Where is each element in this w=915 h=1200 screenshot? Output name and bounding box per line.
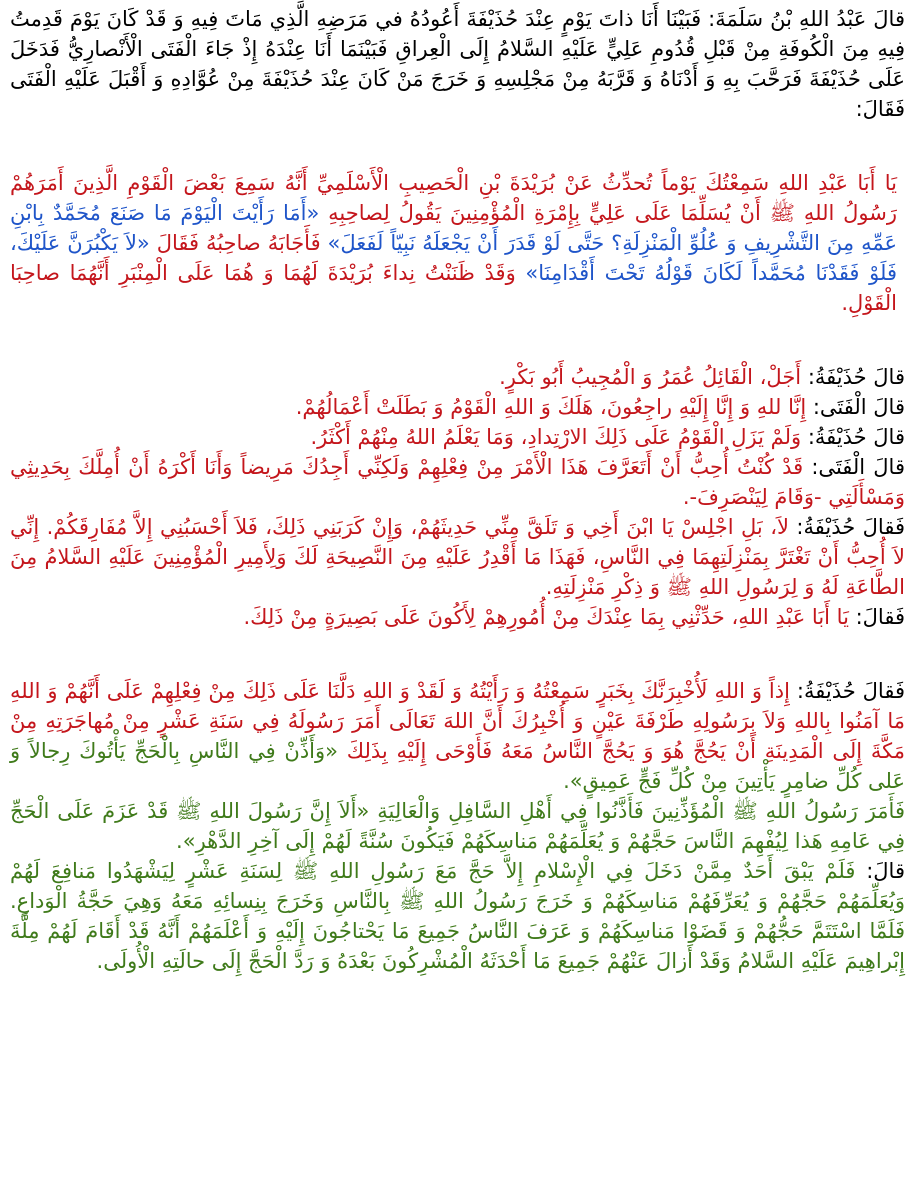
youth-speech-paragraph [10,168,905,318]
spacer [10,632,905,676]
dialogue-text: وَلَمْ يَزَلِ الْقَوْمُ عَلَى ذَلِكَ الارْتِدادِ، وَمَا يَعْلَمُ اللهُ مِنْهُمْ أَكْثَرُ. [310,425,808,449]
dialogue-text: قَدْ كُنْتُ أُحِبُّ أَنْ أَتَعَرَّفَ هَذَا الْأَمْرَ مِنْ فِعْلِهِمْ وَلَكِنِّي أَجِدُكَ مَرِيضاً وَأَنَا أَكْرَهُ أَنْ أُمِلَّكَ بِحَدِيثِي وَمَسْأَلَتِي -وَقَامَ لِيَنْصَرِفَ-. [10,455,905,509]
speaker-label: قالَ: [866,859,905,883]
quote-omar: «أَمَا رَأَيْتَ الْيَوْمَ مَا صَنَعَ مُحَمَّدٌ بِابْنِ عَمِّهِ مِنَ التَّشْرِيفِ وَ عُلُوِّ الْمَنْزِلَةِ؟ حَتَّى لَوْ قَدَرَ أَنْ يَجْعَلَهُ نَبِيّاً لَفَعَلَ» [10,201,898,255]
dialogue-text: يَا أَبَا عَبْدِ اللهِ، حَدِّثْنِي بِمَا عِنْدَكَ مِنْ أُمُورِهِمْ لِأَكُونَ عَلَى بَصِيرَةٍ مِنْ ذَلِكَ. [243,605,856,629]
spacer [10,124,905,168]
dialogue-line [10,362,905,392]
dialogue-line [10,392,905,422]
speaker-label: فَقالَ حُذَيْفَةُ: [796,515,905,539]
hudhayfa-narration-text: إِذاً وَ اللهِ لَأُخْبِرَنَّكَ بِخَبَرٍ سَمِعْتُهُ وَ رَأَيْتُهُ وَ لَقَدْ وَ اللهِ دَلَّنَا عَلَى ذَلِكَ مِنْ فِعْلِهِمْ عَلَى أَنَّهُمْ وَ اللهِ مَا آمَنُوا بِاللهِ وَلاَ بِرَسُولِهِ طَرْفَةَ عَيْنٍ وَ أُخْبِرُكَ أَنَّ اللهَ تَعَالَى أَمَرَ رَسُولَهُ فِي سَنَةِ عَشْرٍ مِنْ مُهاجَرَتِهِ مِنْ مَكَّةَ إِلَى الْمَدِينَةِ أَنْ يَحُجَّ هُوَ وَ يَحُجَّ النَّاسُ مَعَهُ فَأَوْحَى إِلَيْهِ بِذَلِكَ [10,679,905,763]
hadith-paragraph-1: فَأَمَرَ رَسُولُ اللهِ ﷺ الْمُؤَذِّنِينَ فَأَذَّنُوا فِي أَهْلِ السَّافِلِ وَالْعَالِيَةِ «أَلاَ إِنَّ رَسُولَ اللهِ ﷺ قَدْ عَزَمَ عَلَى الْحَجِّ فِي عَامِهِ هَذا لِيُفْهِمَ النَّاسَ حَجَّهُمْ وَ يُعَلِّمَهُمْ مَناسِكَهُمْ فَيَكُونَ سُنَّةً لَهُمْ إِلَى آخِرِ الدَّهْرِ». [10,799,905,853]
quote-abubakr: «لاَ يَكْبُرَنَّ عَلَيْكَ، فَلَوْ فَقَدْنَا مُحَمَّداً لَكَانَ قَوْلُهُ تَحْتَ أَقْدَامِنَا» [10,231,897,285]
dialogue-line [10,422,905,452]
dialogue-text: أَجَلْ، الْقَائِلُ عُمَرُ وَ الْمُجِيبُ أَبُو بَكْرٍ. [499,365,808,389]
youth-speech-part2: فَأَجَابَهُ صاحِبُهُ فَقَالَ [149,231,328,255]
speaker-label: قالَ الْفَتَى: [812,395,905,419]
quran-verse-quote: «وَأَذِّنْ فِي النَّاسِ بِالْحَجِّ يَأْتُوكَ رِجالاً وَ عَلى كُلِّ ضامِرٍ يَأْتِينَ مِنْ كُلِّ فَجٍّ عَمِيقٍ». [10,739,905,793]
speaker-label: قالَ حُذَيْفَةُ: [807,425,905,449]
hadith-paragraph-2 [10,856,905,976]
speaker-label: فَقالَ حُذَيْفَةُ: [796,679,905,703]
dialogue-line [10,452,905,512]
speaker-label: فَقالَ: [855,605,905,629]
dialogue-text: لاَ، بَلِ اجْلِسْ يَا ابْنَ أَخِي وَ تَلَقَّ مِنِّي حَدِيثَهُمْ، وَإِنْ كَرَبَنِي ذَلِكَ، فَلاَ أَحْسَبُنِي إِلاَّ مُفَارِقَكُمْ. إِنِّي لاَ أُحِبُّ أَنْ تَغْتَرَّ بِمَنْزِلَتِهِمَا فِي النَّاسِ، فَهَذَا مَا أَقْدِرُ عَلَيْهِ مِنَ النَّصِيحَةِ لَكَ وَلِأَمِيرِ الْمُؤْمِنِينَ عَلَيْهِ السَّلامُ مِنَ الطَّاعَةِ لَهُ وَ لِرَسُولِ اللهِ ﷺ وَ ذِكْرِ مَنْزِلَتِهِ. [10,515,905,599]
intro-paragraph: قالَ عَبْدُ اللهِ بْنُ سَلَمَةَ: فَبَيْنَا أَنَا ذاتَ يَوْمٍ عِنْدَ حُذَيْفَةَ أَعُودُهُ في مَرَضِهِ الَّذِي مَاتَ فِيهِ وَ قَدْ كَانَ يَوْمَ قَدِمتُ فِيهِ مِنَ الْكُوفَةِ مِنْ قَبْلِ قُدُومِ عَلِيٍّ عَلَيْهِ السَّلامُ إِلَى الْعِراقِ فَبَيْنَمَا أَنَا عِنْدَهُ إِذْ جَاءَ الْفَتَى الْأَنْصارِيُّ فَدَخَلَ عَلَى حُذَيْفَةَ فَرَحَّبَ بِهِ وَ أَدْنَاهُ وَ قَرَّبَهُ مِنْ مَجْلِسِهِ وَ خَرَجَ مَنْ كَانَ عِنْدَ حُذَيْفَةَ مِنْ عُوَّادِهِ وَ أَقْبَلَ عَلَيْهِ الْفَتَى فَقَالَ: [10,7,905,121]
dialogue-text: إِنَّا للهِ وَ إِنَّا إِلَيْهِ راجِعُونَ، هَلَكَ وَ اللهِ الْقَوْمُ وَ بَطَلَتْ أَعْمَالُهُمْ. [295,395,813,419]
speaker-label: قالَ حُذَيْفَةُ: [807,365,905,389]
hadith-paragraph-2-text: فَلَمْ يَبْقَ أَحَدٌ مِمَّنْ دَخَلَ فِي الْإِسْلامِ إِلاَّ حَجَّ مَعَ رَسُولِ اللهِ ﷺ لِسَنَةِ عَشْرٍ لِيَشْهَدُوا مَنافِعَ لَهُمْ وَيُعَلِّمَهُمْ حَجَّهُمْ وَ يُعَرِّفَهُمْ مَناسِكَهُمْ وَ خَرَجَ رَسُولُ اللهِ ﷺ بِالنَّاسِ وَخَرَجَ بِنِسائِهِ مَعَهُ وَهِيَ حَجَّةُ الْوَداعِ. فَلَمَّا اسْتَتَمَّ حَجُّهُمْ وَ قَضَوْا مَناسِكَهُمْ وَ عَرَفَ النَّاسُ جَمِيعَ مَا يَحْتاجُونَ إِلَيْهِ وَ أَعْلَمَهُمْ أَنَّهُ قَدْ أَقَامَ لَهُمْ مِلَّةَ إِبْراهِيمَ عَلَيْهِ السَّلامُ وَقَدْ أَزالَ عَنْهُمْ جَمِيعَ مَا أَحْدَثَهُ الْمُشْرِكُونَ بَعْدَهُ وَ رَدَّ الْحَجَّ إِلَى حالَتِهِ الْأُولَى. [10,859,905,973]
youth-speech-part1: يَا أَبَا عَبْدِ اللهِ سَمِعْتُكَ يَوْماً تُحدِّثُ عَنْ بُرَيْدَةَ بْنِ الْحَصِيبِ الْأَسْلَمِيِّ أَنَّهُ سَمِعَ بَعْضَ الْقَوْمِ الَّذِينَ أَمَرَهُمْ رَسُولُ اللهِ ﷺ أَنْ يُسَلِّمَا عَلَى عَلِيٍّ بِإِمْرَةِ الْمُؤْمِنِينَ يَقُولُ لِصاحِبِهِ [10,171,897,225]
youth-speech-part3: وَقَدْ ظَنَنْتُ نِداءَ بُرَيْدَةَ لَهُمَا وَ هُمَا عَلَى الْمِنْبَرِ أَنَّهُمَا صاحِبَا الْقَوْلِ. [10,261,897,315]
dialogue-line [10,602,905,632]
spacer [10,318,905,362]
dialogue-line [10,512,905,602]
hudhayfa-narration [10,676,905,796]
speaker-label: قالَ الْفَتَى: [811,455,905,479]
